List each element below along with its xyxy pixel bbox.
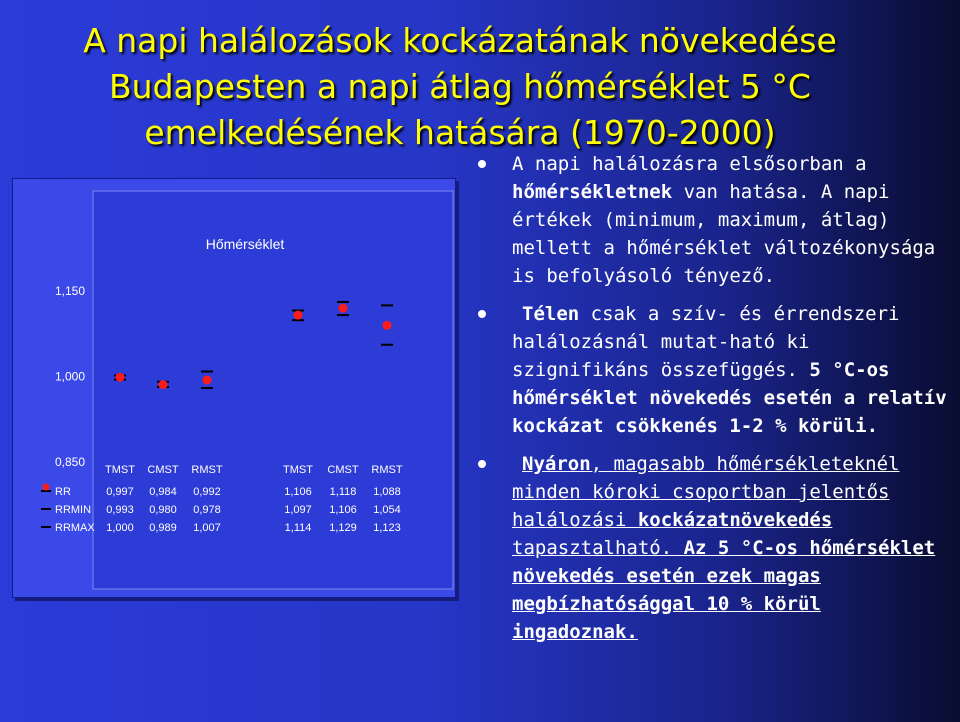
bullet-3-bold-a: Nyáron [522,453,591,475]
table-cell: 1,123 [373,522,401,534]
bullet-item [478,150,948,290]
chart-panel [12,178,456,598]
rr-point [339,304,348,313]
rr-point [203,376,212,385]
y-tick-label: 1,150 [54,284,85,298]
chart-title: Hőmérséklet [205,236,285,252]
bullet-3-plain-a: , magasabb hőmérsékleteknél minden kóroki csoportban jelentős halálozási [512,453,900,531]
bullet-dot-icon [478,310,486,318]
y-tick-label: 1,000 [54,369,85,384]
category-label: CMST [327,464,359,476]
bullet-1-bold-a: hőmérsékletnek [512,181,673,203]
legend-label: RR [55,486,71,498]
table-cell: 0,997 [106,486,134,498]
legend-label: RRMAX [55,522,95,534]
legend-label: RRMIN [55,504,92,516]
title-line-3: emelkedésének hatására (1970-2000) [144,113,776,152]
category-label: CMST [147,464,179,476]
category-label: TMST [283,464,313,476]
rr-point [383,321,392,330]
bullet-2-bold-a: Télen [522,303,580,325]
y-tick-label: 0,850 [54,455,85,469]
bullet-3-bold-c: Az 5 °C-os hőmérséklet növekedés esetén ezek magas megbízhatósággal 10 % körül ingadoznak. [512,537,936,643]
table-cell: 1,000 [106,522,134,534]
category-label: RMST [371,464,403,476]
bullet-list [478,150,948,656]
bullet-3-plain-b: tapasztalható. [512,537,684,559]
chart-svg [13,179,455,597]
table-cell: 0,992 [193,486,221,498]
table-cell: 0,989 [149,522,177,534]
legend-key-rr-dot [43,484,50,491]
table-cell: 1,114 [284,522,312,534]
table-cell: 0,993 [106,504,134,516]
bullet-1-plain-a: A napi halálozásra elsősorban a [512,153,867,175]
title-line-1: A napi halálozások kockázatának növekedése [83,21,837,60]
bullet-2-plain-a: csak a szív- és érrendszeri halálozásnál mutat-ható ki szignifikáns összefüggés. [512,303,900,381]
bullet-dot-icon [478,460,486,468]
table-cell: 1,054 [373,504,401,516]
rr-point [116,373,125,382]
category-label: RMST [191,464,223,476]
bullet-item [478,450,948,646]
rr-point [294,311,303,320]
bullet-3-bold-b: kockázatnövekedés [637,509,833,531]
table-cell: 1,129 [329,522,357,534]
bullet-dot-icon [478,160,486,168]
table-cell: 0,980 [149,504,177,516]
table-cell: 0,984 [149,486,177,498]
slide-title [50,18,870,156]
category-label: TMST [105,464,135,476]
table-cell: 1,007 [193,522,221,534]
table-cell: 1,088 [373,486,401,498]
table-cell: 1,118 [329,486,357,498]
title-line-2: Budapesten a napi átlag hőmérséklet 5 °C [109,67,811,106]
table-cell: 1,106 [284,486,312,498]
rr-point [159,380,168,389]
bullet-2-bold-b: 5 °C-os hőmérséklet növekedés esetén a relatív kockázat csökkenés 1-2 % körüli. [512,359,947,437]
bullet-item [478,300,948,440]
table-cell: 1,097 [284,504,312,516]
table-cell: 0,978 [193,504,221,516]
bullet-1-plain-b: van hatása. A napi értékek (minimum, maximum, átlag) mellett a hőmérséklet változékonysága is befolyásoló tényező. [512,181,936,287]
table-cell: 1,106 [329,504,357,516]
